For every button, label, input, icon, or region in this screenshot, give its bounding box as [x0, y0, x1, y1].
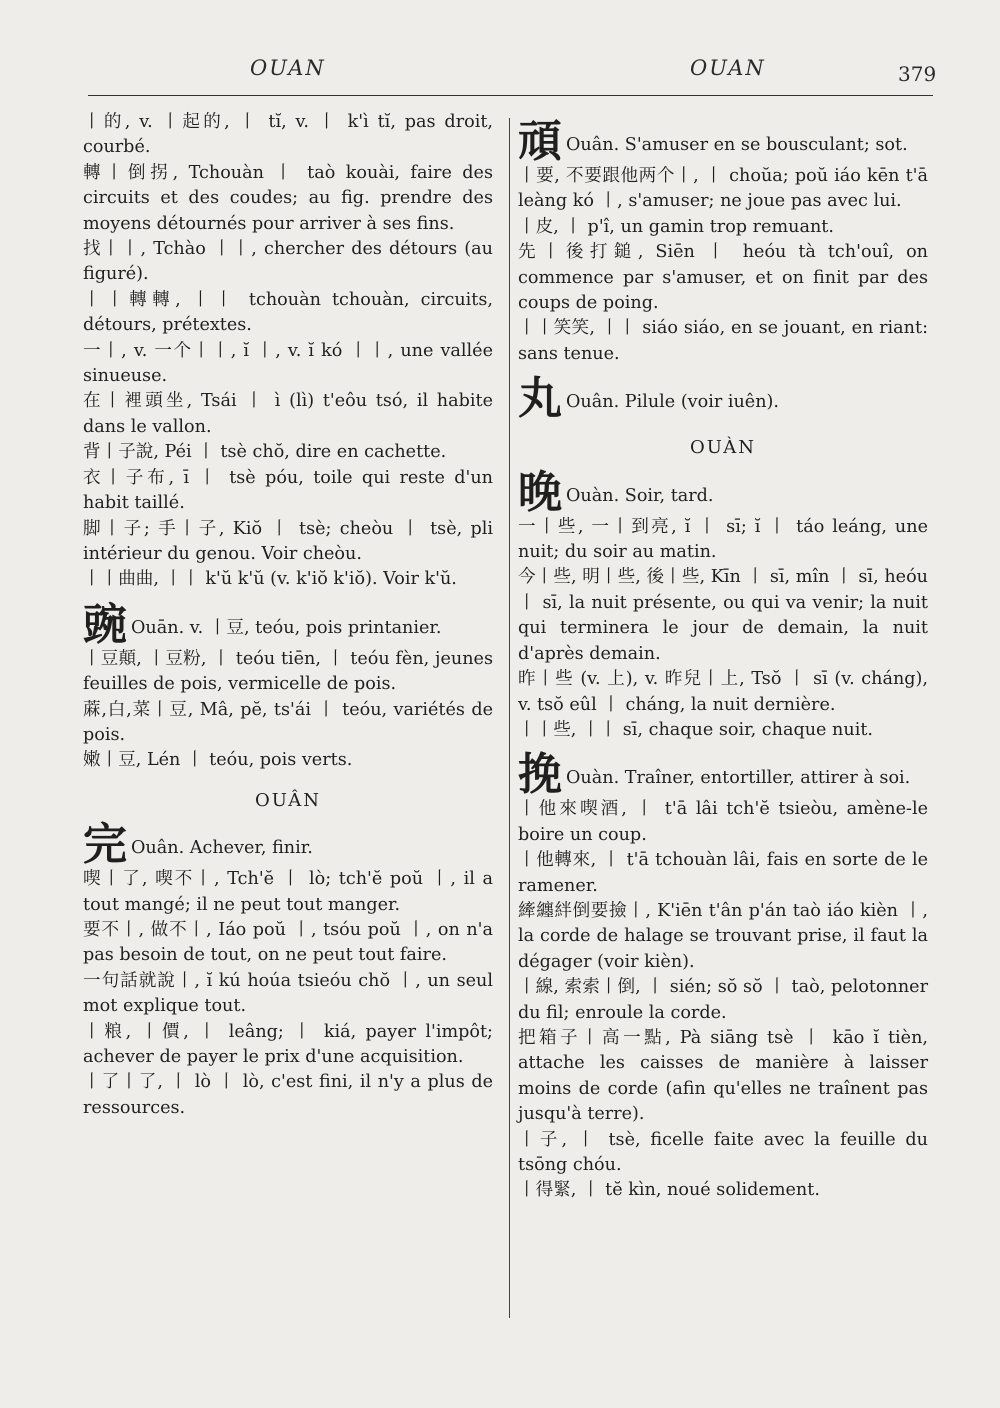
entry-text: Ouân. Pilule (voir iuên).: [566, 392, 779, 413]
header-rule: [88, 95, 933, 96]
dictionary-entry: [83, 237, 493, 288]
entry-text: Ouân. S'amuser en se bousculant; sot.: [566, 135, 908, 155]
entry-text: 丨粮, 丨價, 丨 leâng; 丨 kiá, payer l'impôt; achever de payer le prix d'une acquisition.: [83, 1021, 493, 1067]
entry-text: 衣丨子布, ī 丨 tsè póu, toile qui reste d'un habit taillé.: [83, 467, 493, 514]
entry-text: 丨的, v. 丨起的, 丨 tĭ, v. 丨 k'ì tĭ, pas droit, courbé.: [83, 112, 493, 158]
entry-text: 先丨後打鎚, Siēn 丨 heóu tà tch'ouî, on commence par s'amuser, et on finit par des coups de poing.: [518, 242, 928, 314]
dictionary-entry: [518, 899, 928, 975]
entry-text: 昨丨些 (v. 上), v. 昨兒丨上, Tsŏ 丨 sī (v. cháng), v. tsŏ eûl 丨 cháng, la nuit dernière.: [518, 669, 928, 715]
entry-text: 喫丨了, 喫不丨, Tch'ĕ 丨 lò; tch'ĕ poŭ 丨, il a tout mangé; il ne peut tout manger.: [83, 869, 493, 915]
entry-text: 在丨裡頭坐, Tsái 丨 ì (lì) t'eôu tsó, il habite dans le vallon.: [83, 391, 493, 437]
entry-text: 丨皮, 丨 p'î, un gamin trop remuant.: [518, 216, 834, 237]
left-column: [83, 110, 493, 1121]
dictionary-entry: [83, 969, 493, 1020]
dictionary-entry: [83, 288, 493, 339]
dictionary-entry: [518, 975, 928, 1026]
dictionary-entry: [518, 718, 928, 743]
entry-text: 背丨子說, Péi 丨 tsè chŏ, dire en cachette.: [83, 442, 447, 463]
headword-entry: [518, 373, 928, 425]
page-number: 379: [898, 62, 937, 86]
column-divider: [509, 118, 510, 1318]
dictionary-entry: [83, 339, 493, 390]
entry-text: 丨要, 不要跟他两个丨, 丨 choŭa; poŭ iáo kēn t'ā leàng kó 丨, s'amuser; ne joue pas avec lui.: [518, 166, 928, 212]
dictionary-entry: [518, 215, 928, 240]
entry-text: 今丨些, 明丨些, 後丨些, Kīn 丨 sī, mîn 丨 sī, heóu 丨 sī, la nuit présente, ou qui va venir; la nuit qui terminera le jour de demain, la nuit d'après demain.: [518, 567, 928, 664]
dictionary-entry: [83, 567, 493, 592]
dictionary-entry: [83, 647, 493, 698]
entry-text: Ouàn. Soir, tard.: [566, 485, 714, 506]
entry-text: 一丨, v. 一个丨丨, ĭ 丨, v. ĭ kó 丨丨, une vallée sinueuse.: [83, 340, 493, 387]
dictionary-entry: [83, 867, 493, 918]
entry-text: 把箱子丨高一點, Pà siāng tsè 丨 kāo ĭ tièn, attache les caisses de manière à laisser moins de corde (afin qu'elles ne traînent pas jusqu'à terre).: [518, 1027, 928, 1125]
entry-text: 蔴,白,菜丨豆, Mâ, pĕ, ts'ái 丨 teóu, variétés de pois.: [83, 699, 493, 745]
dictionary-entry: [83, 440, 493, 465]
dictionary-entry: [83, 517, 493, 568]
dictionary-entry: [83, 918, 493, 969]
entry-text: 轉丨倒拐, Tchouàn 丨 taò kouài, faire des circuits et des coudes; au fig. prendre des moyens détournés pour arriver à ses fins.: [83, 162, 493, 234]
entry-text: 丨豆顛, 丨豆粉, 丨 teóu tiēn, 丨 teóu fèn, jeunes feuilles de pois, vermicelle de pois.: [83, 648, 493, 695]
dictionary-entry: [518, 1178, 928, 1203]
entry-text: 丨丨轉轉, 丨丨 tchouàn tchouàn, circuits, détours, prétextes.: [83, 289, 493, 336]
headword-entry: [518, 466, 928, 518]
dictionary-entry: [83, 698, 493, 749]
entry-text: Ouān. v. 丨豆, teóu, pois printanier.: [131, 617, 442, 638]
entry-text: Ouàn. Traîner, entortiller, attirer à soi.: [566, 768, 911, 789]
entry-text: 丨子, 丨 tsè, ficelle faite avec la feuille du tsōng chóu.: [518, 1129, 928, 1175]
dictionary-entry: [83, 161, 493, 237]
dictionary-entry: [518, 1026, 928, 1128]
entry-text: 丨得緊, 丨 tĕ kìn, noué solidement.: [518, 1180, 820, 1201]
entry-text: 丨丨曲曲, 丨丨 k'ŭ k'ŭ (v. k'iŏ k'iŏ). Voir k'ŭ.: [83, 569, 457, 590]
entry-text: Ouân. Achever, finir.: [131, 838, 313, 859]
dictionary-entry: [518, 797, 928, 848]
dictionary-entry: [518, 240, 928, 316]
running-head-right: OUAN: [690, 56, 766, 80]
dictionary-entry: [83, 110, 493, 161]
section-heading: OUÀN: [689, 437, 757, 459]
running-head-left: OUAN: [250, 56, 326, 80]
entry-text: 找丨丨, Tchào 丨丨, chercher des détours (au figuré).: [83, 239, 493, 285]
headword-character: 完: [83, 819, 127, 871]
entry-text: 一句話就說丨, ĭ kú hoúa tsieóu chŏ 丨, un seul mot explique tout.: [83, 970, 493, 1017]
dictionary-entry: [83, 1020, 493, 1071]
entry-text: 丨丨些, 丨丨 sī, chaque soir, chaque nuit.: [518, 719, 873, 740]
entry-text: 縴纏絆倒要撿丨, K'iēn t'ân p'án taò iáo kièn 丨, la corde de halage se trouvant prise, il faut la dégager (voir kièn).: [518, 900, 928, 972]
entry-text: 要不丨, 做不丨, Iáo poŭ 丨, tsóu poŭ 丨, on n'a pas besoin de tout, on ne peut tout faire.: [83, 919, 493, 966]
headword-character: 晚: [518, 466, 562, 518]
entry-text: 嫩丨豆, Lén 丨 teóu, pois verts.: [83, 750, 353, 771]
dictionary-entry: [518, 1128, 928, 1179]
dictionary-entry: [518, 316, 928, 367]
entry-text: 丨線, 索索丨倒, 丨 sién; sŏ sŏ 丨 taò, pelotonner du fil; enroule la corde.: [518, 977, 928, 1023]
headword-character: 豌: [83, 598, 127, 650]
right-column: [518, 110, 928, 1204]
headword-entry: [83, 598, 493, 650]
dictionary-entry: [518, 667, 928, 718]
entry-text: 丨了丨了, 丨 lò 丨 lò, c'est fini, il n'y a plus de ressources.: [83, 1072, 493, 1118]
dictionary-entry: [83, 466, 493, 517]
headword-character: 挽: [518, 749, 562, 801]
headword-entry: [83, 819, 493, 871]
entry-text: 丨他轉來, 丨 t'ā tchouàn lâi, fais en sorte de le ramener.: [518, 850, 928, 896]
headword-character: 頑: [518, 116, 562, 167]
entry-text: 脚丨子; 手丨子, Kiŏ 丨 tsè; cheòu 丨 tsè, pli intérieur du genou. Voir cheòu.: [83, 518, 493, 564]
entry-text: 丨他來喫酒, 丨 t'ā lâi tch'ĕ tsieòu, amène-le boire un coup.: [518, 799, 928, 845]
dictionary-entry: [83, 1070, 493, 1121]
entry-text: 丨丨笑笑, 丨丨 siáo siáo, en se jouant, en riant: sans tenue.: [518, 318, 928, 364]
dictionary-entry: [518, 848, 928, 899]
dictionary-entry: [518, 164, 928, 215]
headword-character: 丸: [518, 373, 562, 425]
headword-entry: [518, 116, 928, 167]
entry-text: 一丨些, 一丨到亮, ĭ 丨 sī; ĭ 丨 táo leáng, une nuit; du soir au matin.: [518, 516, 928, 563]
section-heading: OUÂN: [254, 789, 322, 811]
dictionary-entry: [83, 748, 493, 773]
dictionary-entry: [83, 389, 493, 440]
dictionary-entry: [518, 515, 928, 566]
headword-entry: [518, 749, 928, 801]
dictionary-entry: [518, 565, 928, 667]
